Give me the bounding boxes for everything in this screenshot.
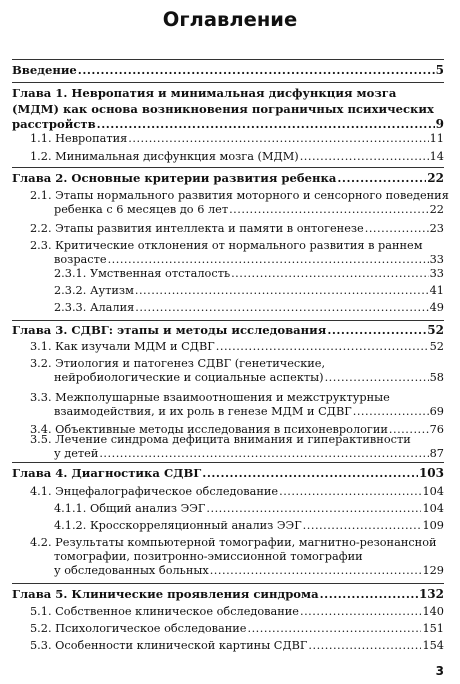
divider	[12, 320, 444, 321]
toc-entry-label: ребенка с 6 месяцев до 6 лет	[54, 203, 229, 216]
toc-entry-page: 22	[427, 171, 444, 185]
dot-leader	[231, 267, 429, 281]
dot-leader	[229, 203, 429, 217]
toc-entry-label-line: Этапы нормального развития моторного и сенсорного поведения	[55, 189, 449, 202]
toc-entry-number: 5.1.	[30, 605, 52, 618]
toc-entry-number: 1.2.	[30, 150, 52, 163]
toc-entry-number: 5.2.	[30, 622, 52, 635]
dot-leader	[216, 340, 429, 354]
toc-entry-page: 33	[429, 267, 444, 280]
dot-leader	[325, 371, 429, 385]
toc-entry-4-1-2[interactable]	[12, 519, 444, 533]
toc-entry-2-3-3[interactable]	[12, 301, 444, 315]
toc-entry-number: 5.3.	[30, 639, 52, 652]
dot-leader	[337, 171, 426, 187]
toc-entry-number: 2.3.2.	[54, 284, 87, 297]
toc-entry-label-line: Этиология и патогенез СДВГ (генетические,	[55, 357, 326, 370]
dot-leader	[206, 502, 421, 516]
toc-entry-page: 33	[429, 253, 444, 266]
toc-entry-label-line: Глава 1. Невропатия и минимальная дисфункция мозга	[12, 86, 397, 100]
dot-leader	[303, 519, 422, 533]
dot-leader	[300, 150, 429, 164]
toc-entry-page: 11	[429, 132, 444, 145]
toc-entry-2-1[interactable]	[12, 189, 449, 217]
toc-entry-label: Этапы развития интеллекта и памяти в онтогенезе	[55, 222, 364, 235]
toc-entry-label: возрасте	[54, 253, 107, 266]
dot-leader	[128, 132, 428, 146]
dot-leader	[202, 466, 418, 482]
toc-entry-page: 41	[429, 284, 444, 297]
toc-entry-label: Глава 2. Основные критерии развития ребенка	[12, 171, 337, 185]
toc-entry-label: Невропатия	[55, 132, 128, 145]
toc-entry-page: 151	[422, 622, 444, 635]
toc-entry-number: 4.1.1.	[54, 502, 87, 515]
toc-entry-page: 132	[418, 587, 444, 601]
toc-entry-page: 52	[427, 323, 444, 337]
toc-entry-2-2[interactable]	[12, 222, 444, 236]
toc-entry-number: 2.3.1.	[54, 267, 87, 280]
toc-entry-1-2[interactable]	[12, 150, 444, 164]
toc-entry-page: 23	[429, 222, 444, 235]
toc-entry-label-line: Критические отклонения от нормального развития в раннем	[55, 239, 423, 252]
toc-entry-number: 2.2.	[30, 222, 52, 235]
toc-entry-label: Особенности клинической картины СДВГ	[55, 639, 308, 652]
toc-entry-label: Алалия	[89, 301, 135, 314]
toc-entry-4-1[interactable]	[12, 485, 444, 499]
toc-entry-page: 49	[429, 301, 444, 314]
toc-entry-label: у детей	[54, 447, 99, 460]
toc-entry-label: Глава 4. Диагностика СДВГ	[12, 466, 202, 480]
toc-entry-page: 76	[429, 423, 444, 436]
toc-entry-number: 3.5.	[30, 433, 52, 446]
toc-entry-number: 2.3.	[30, 239, 52, 252]
toc-entry-label: расстройств	[12, 117, 96, 131]
toc-entry-page: 9	[435, 117, 444, 131]
toc-entry-label: Глава 3. СДВГ: этапы и методы исследования	[12, 323, 327, 337]
toc-entry-page: 104	[422, 485, 444, 498]
dot-leader	[78, 63, 435, 79]
toc-entry-number: 4.1.	[30, 485, 52, 498]
toc-entry-number: 3.4.	[30, 423, 52, 436]
toc-entry-label-line: (МДМ) как основа возникновения пограничных психических	[12, 101, 434, 116]
toc-entry-label: Как изучали МДМ и СДВГ	[55, 340, 215, 353]
divider	[12, 59, 444, 60]
toc-entry-chapter-5[interactable]	[12, 587, 444, 603]
toc-entry-2-3-2[interactable]	[12, 284, 444, 298]
toc-entry-label: Объективные методы исследования в психоневрологии	[55, 423, 388, 436]
toc-entry-label: Минимальная дисфункция мозга (МДМ)	[55, 150, 299, 163]
toc-entry-page: 154	[422, 639, 444, 652]
toc-entry-page: 22	[429, 203, 444, 216]
toc-entry-3-1[interactable]	[12, 340, 444, 354]
toc-entry-label: у обследованных больных	[54, 564, 209, 577]
toc-entry-number: 4.1.2.	[54, 519, 87, 532]
toc-entry-number: 3.2.	[30, 357, 52, 370]
toc-entry-5-3[interactable]	[12, 639, 444, 653]
dot-leader	[247, 622, 421, 636]
toc-entry-3-5-text[interactable]	[12, 433, 444, 461]
dot-leader	[135, 284, 429, 298]
toc-entry-label: Введение	[12, 63, 77, 77]
toc-entry-chapter-4[interactable]	[12, 466, 444, 482]
dot-leader	[99, 447, 428, 461]
dot-leader	[279, 485, 421, 499]
toc-entry-label-line: Межполушарные взаимоотношения и межструктурные	[55, 391, 390, 404]
toc-entry-number: 3.1.	[30, 340, 52, 353]
dot-leader	[300, 605, 421, 619]
toc-entry-chapter-3[interactable]	[12, 323, 444, 339]
divider	[12, 462, 444, 463]
toc-entry-number: 4.2.	[30, 536, 52, 549]
toc-entry-page: 52	[429, 340, 444, 353]
toc-entry-page: 109	[422, 519, 444, 532]
toc-entry-label: Глава 5. Клинические проявления синдрома	[12, 587, 319, 601]
toc-entry-label: Кросскорреляционный анализ ЭЭГ	[89, 519, 302, 532]
toc-entry-chapter-1[interactable]	[12, 86, 444, 133]
toc-entry-number: 1.1.	[30, 132, 52, 145]
dot-leader	[108, 253, 429, 267]
toc-entry-introduction[interactable]	[12, 63, 444, 79]
toc-entry-label: нейробиологические и социальные аспекты)	[54, 371, 324, 384]
toc-entry-label: Общий анализ ЭЭГ	[89, 502, 206, 515]
toc-entry-label: Энцефалографическое обследование	[55, 485, 279, 498]
dot-leader	[135, 301, 428, 315]
page-title: Оглавление	[162, 8, 298, 31]
toc-entry-page: 87	[429, 447, 444, 460]
dot-leader	[320, 587, 418, 603]
toc-entry-page: 5	[435, 63, 444, 77]
toc-entry-label-line: томографии, позитронно-эмиссионной томографии	[54, 550, 363, 563]
dot-leader	[210, 564, 422, 578]
toc-entry-1-1[interactable]	[12, 132, 444, 146]
toc-entry-label-line: Лечение синдрома дефицита внимания и гиперактивности	[55, 433, 411, 446]
toc-entry-number: 3.3.	[30, 391, 52, 404]
toc-entry-page: 140	[422, 605, 444, 618]
divider	[12, 82, 444, 83]
dot-leader	[365, 222, 429, 236]
toc-entry-chapter-2[interactable]	[12, 171, 444, 187]
toc-entry-page: 58	[429, 371, 444, 384]
toc-entry-label: Психологическое обследование	[55, 622, 247, 635]
dot-leader	[353, 405, 429, 419]
toc-entry-5-2[interactable]	[12, 622, 444, 636]
toc-entry-label: Умственная отсталость	[89, 267, 231, 280]
divider	[12, 583, 444, 584]
toc-entry-page: 104	[422, 502, 444, 515]
toc-entry-label: взаимодействия, и их роль в генезе МДМ и СДВГ	[54, 405, 352, 418]
toc-entry-2-3[interactable]	[12, 239, 444, 267]
toc-entry-2-3-1[interactable]	[12, 267, 444, 281]
toc-entry-number: 2.1.	[30, 189, 52, 202]
dot-leader	[327, 323, 426, 339]
toc-entry-4-1-1[interactable]	[12, 502, 444, 516]
toc-entry-page: 69	[429, 405, 444, 418]
toc-entry-5-1[interactable]	[12, 605, 444, 619]
toc-entry-page: 14	[429, 150, 444, 163]
toc-entry-label-line: Результаты компьютерной томографии, магнитно-резонансной	[55, 536, 437, 549]
toc-entry-page: 129	[422, 564, 444, 577]
toc-entry-3-3[interactable]	[12, 391, 444, 419]
dot-leader	[308, 639, 421, 653]
toc-entry-page: 103	[418, 466, 444, 480]
divider	[12, 167, 444, 168]
toc-entry-label: Собственное клиническое обследование	[55, 605, 299, 618]
toc-entry-label: Аутизм	[89, 284, 134, 297]
toc-entry-number: 2.3.3.	[54, 301, 87, 314]
toc-entry-4-2[interactable]	[12, 536, 444, 578]
toc-entry-3-2[interactable]	[12, 357, 444, 385]
page-number: 3	[435, 664, 444, 678]
dot-leader	[97, 117, 435, 133]
